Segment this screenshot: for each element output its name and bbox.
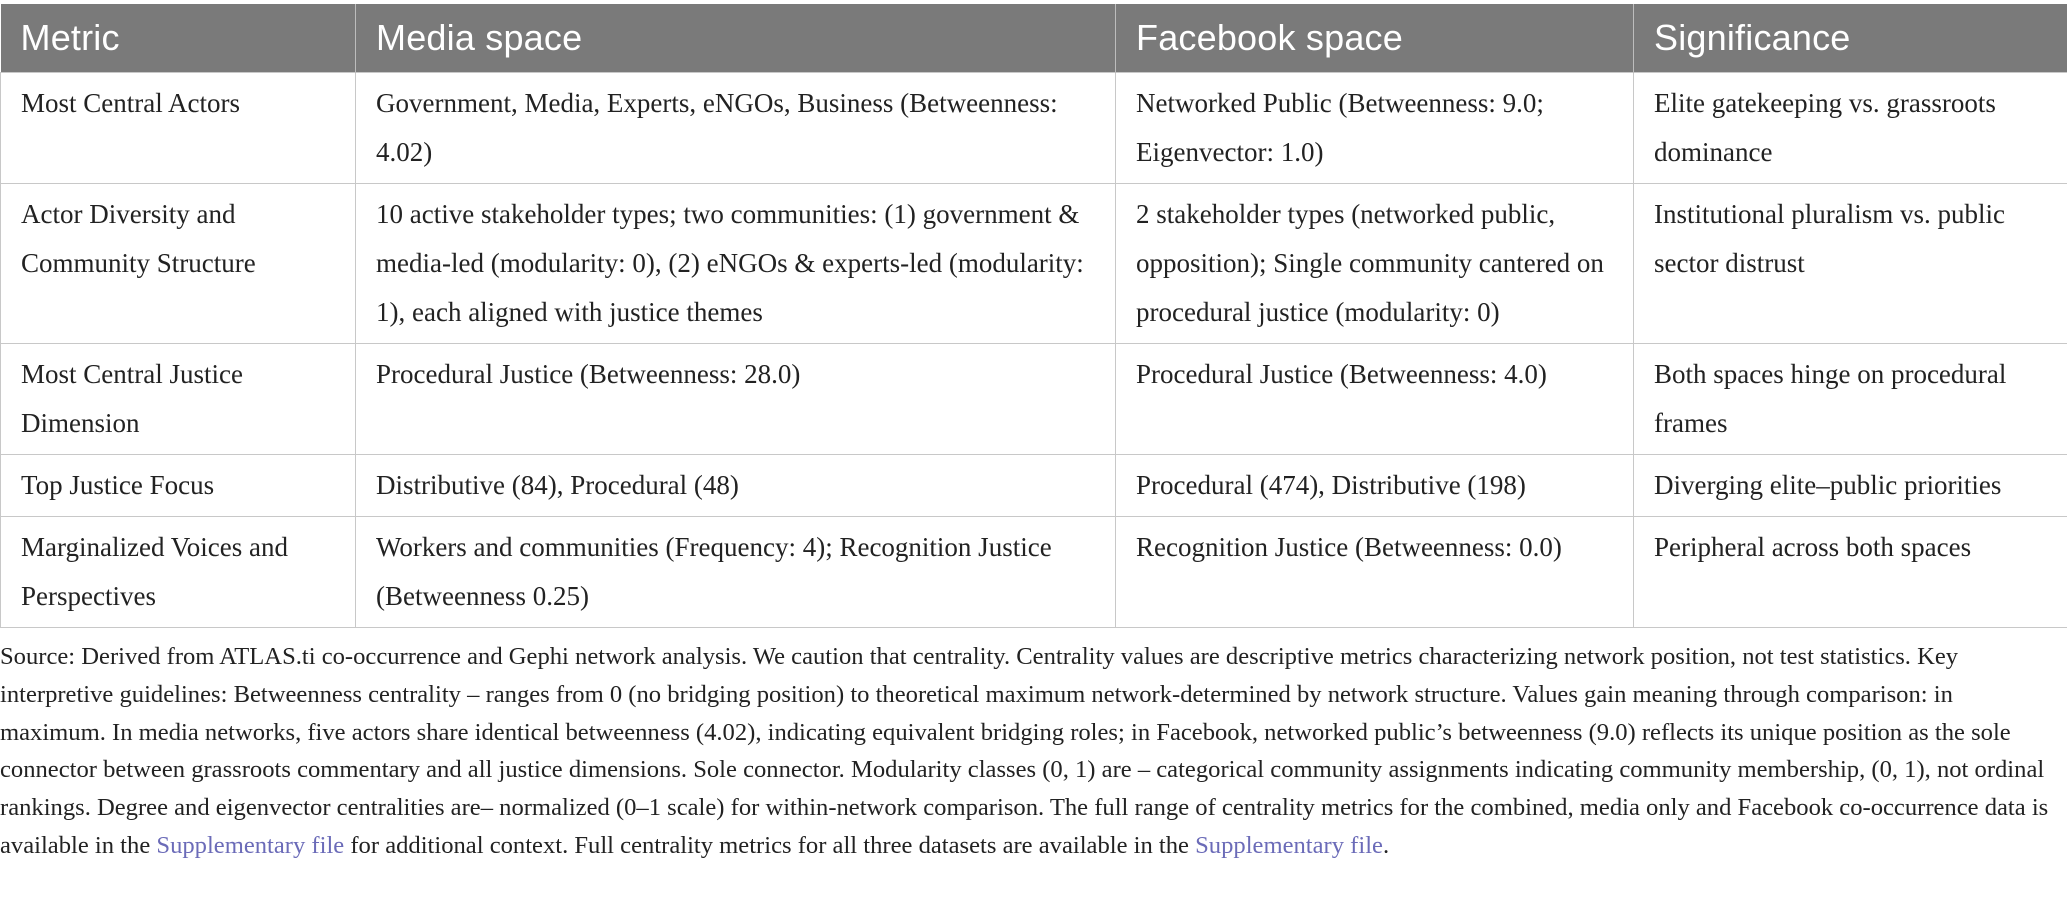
cell-significance: Peripheral across both spaces: [1634, 517, 2067, 628]
cell-metric: Actor Diversity and Community Structure: [1, 184, 356, 344]
cell-facebook: Procedural Justice (Betweenness: 4.0): [1116, 344, 1634, 455]
table-footnote: [0, 638, 2062, 865]
cell-significance: Diverging elite–public priorities: [1634, 455, 2067, 517]
footnote-text: .: [1382, 831, 1390, 859]
comparison-table-container: [0, 4, 2067, 628]
footnote-text: Source: Derived from ATLAS.ti co-occurrence and Gephi network analysis. We caution that centrality. Centrality values are descriptive metrics characterizing network position, not test statistics. Key interpretive guidelines: Betweenness centrality – ranges from 0 (no bridging position) to theoretical maximum network-determined by network structure. Values gain meaning through comparison: in maximum. In media networks, five actors share identical betweenness (4.02), indicating equivalent bridging roles; in Facebook, networked public’s betweenness (9.0) reflects its unique position as the sole connector between grassroots commentary and all justice dimensions. Sole connector. Modularity classes (0, 1) are – categorical community assignments indicating community membership, (0, 1), not ordinal rankings. Degree and eigenvector centralities are– normalized (0–1 scale) for within-network comparison. The full range of centrality metrics for the combined, media only and Facebook co-occurrence data is available in the: [0, 643, 2049, 859]
cell-metric: Marginalized Voices and Perspectives: [1, 517, 356, 628]
table-row: [1, 455, 2067, 517]
table-header: [1, 4, 2067, 73]
cell-facebook: Recognition Justice (Betweenness: 0.0): [1116, 517, 1634, 628]
header-media-space: Media space: [356, 4, 1116, 73]
header-metric: Metric: [1, 4, 356, 73]
cell-media: Government, Media, Experts, eNGOs, Business (Betweenness: 4.02): [356, 73, 1116, 184]
cell-media: Procedural Justice (Betweenness: 28.0): [356, 344, 1116, 455]
cell-metric: Most Central Actors: [1, 73, 356, 184]
supplementary-file-link[interactable]: Supplementary file: [1195, 831, 1383, 859]
cell-significance: Institutional pluralism vs. public sector distrust: [1634, 184, 2067, 344]
cell-facebook: 2 stakeholder types (networked public, opposition); Single community cantered on procedural justice (modularity: 0): [1116, 184, 1634, 344]
header-row: [1, 4, 2067, 73]
cell-facebook: Procedural (474), Distributive (198): [1116, 455, 1634, 517]
cell-facebook: Networked Public (Betweenness: 9.0; Eigenvector: 1.0): [1116, 73, 1634, 184]
table-row: [1, 184, 2067, 344]
cell-metric: Top Justice Focus: [1, 455, 356, 517]
cell-media: Distributive (84), Procedural (48): [356, 455, 1116, 517]
cell-significance: Both spaces hinge on procedural frames: [1634, 344, 2067, 455]
table-row: [1, 73, 2067, 184]
cell-media: 10 active stakeholder types; two communities: (1) government & media-led (modularity: 0), (2) eNGOs & experts-led (modularity: 1), each aligned with justice themes: [356, 184, 1116, 344]
cell-significance: Elite gatekeeping vs. grassroots dominance: [1634, 73, 2067, 184]
header-facebook-space: Facebook space: [1116, 4, 1634, 73]
header-significance: Significance: [1634, 4, 2067, 73]
cell-media: Workers and communities (Frequency: 4); Recognition Justice (Betweenness 0.25): [356, 517, 1116, 628]
supplementary-file-link[interactable]: Supplementary file: [156, 831, 345, 859]
footnote-text: for additional context. Full centrality metrics for all three datasets are available in the: [344, 831, 1196, 859]
comparison-table: [0, 4, 2067, 628]
table-row: [1, 517, 2067, 628]
table-row: [1, 344, 2067, 455]
cell-metric: Most Central Justice Dimension: [1, 344, 356, 455]
table-body: [1, 73, 2067, 628]
